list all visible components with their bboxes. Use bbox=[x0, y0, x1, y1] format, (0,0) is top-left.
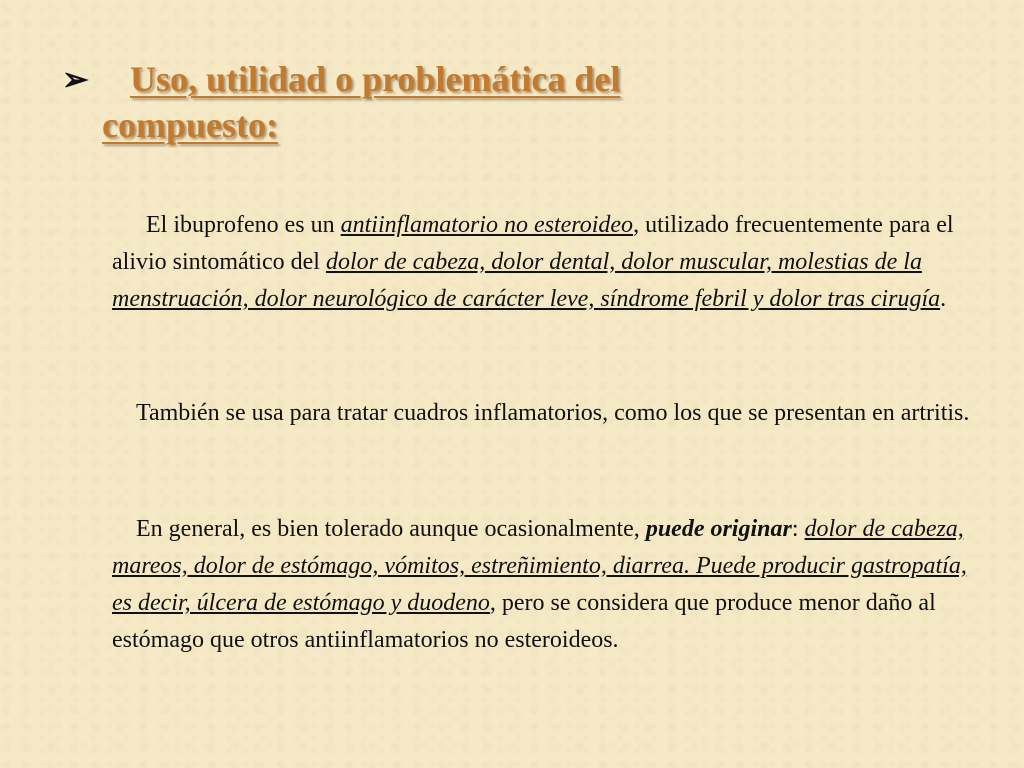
para3-text-1: En general, es bien tolerado aunque ocasionalmente, bbox=[136, 516, 646, 542]
slide-title bbox=[102, 56, 802, 148]
para1-underlined-1: antiinflamatorio no esteroideo bbox=[340, 212, 634, 238]
para3-text-2: : bbox=[791, 516, 805, 542]
para1-text-1: El ibuprofeno es un bbox=[146, 212, 341, 238]
para1-underlined-2: dolor de cabeza, dolor dental, dolor muscular, molestias de la menstruación, dolor neurológico de carácter leve, síndrome febril y dolor tras cirugía bbox=[112, 249, 941, 312]
title-line-1: Uso, utilidad o problemática del bbox=[130, 59, 621, 99]
paragraph-side-effects bbox=[112, 511, 972, 659]
para3-text-3: , pero se considera que produce menor daño al estómago que otros antiinflamatorios no esteroideos. bbox=[112, 590, 936, 653]
paragraph-uses bbox=[112, 207, 972, 318]
para2-text-1: También se usa para tratar cuadros inflamatorios, como los que se presentan en artritis. bbox=[136, 400, 970, 426]
arrow-bullet-icon: ➢ bbox=[62, 61, 89, 97]
para3-underlined-1: dolor de cabeza, mareos, dolor de estómago, vómitos, estreñimiento, diarrea. Puede producir gastropatía, es decir, úlcera de estómago y duodeno bbox=[112, 516, 967, 616]
paragraph-arthritis bbox=[112, 395, 972, 432]
title-line-2: compuesto: bbox=[102, 105, 278, 145]
para3-bold-italic: puede originar bbox=[645, 516, 792, 542]
para1-text-3: . bbox=[940, 286, 947, 312]
para1-text-2: , utilizado frecuentemente para el alivio sintomático del bbox=[112, 212, 954, 275]
